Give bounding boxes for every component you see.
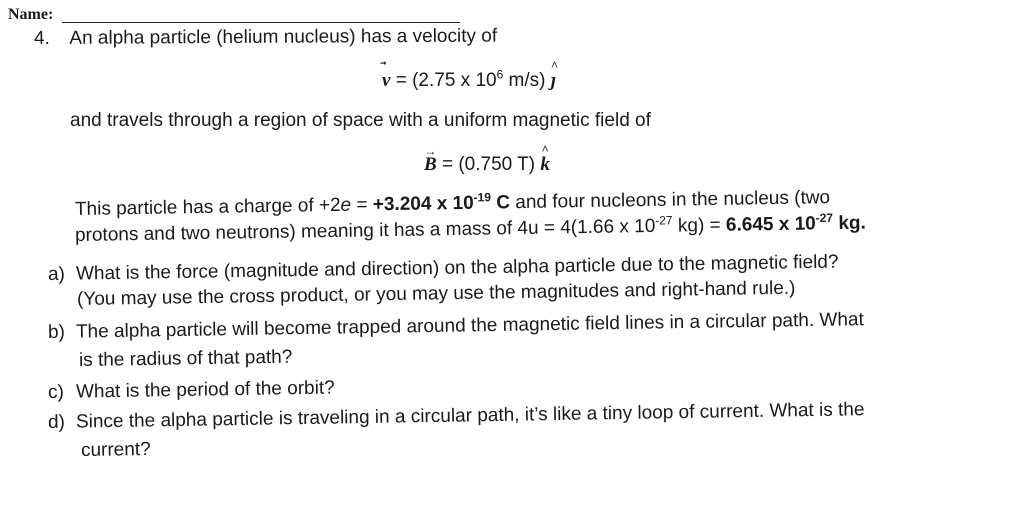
question-a-line2: (You may use the cross product, or you may use the magnitudes and right-hand rule.) xyxy=(76,277,796,310)
question-d-line2: current? xyxy=(80,438,151,461)
velocity-unit: m/s) xyxy=(503,70,551,91)
problem-intro: An alpha particle (helium nucleus) has a velocity of xyxy=(69,25,498,49)
charge-e: e xyxy=(340,194,352,216)
velocity-exponent: 6 xyxy=(496,67,504,82)
field-intro: and travels through a region of space with a uniform magnetic field of xyxy=(70,110,651,131)
velocity-symbol: v xyxy=(382,70,390,92)
problem-intro-line xyxy=(34,26,497,50)
field-arrow: → xyxy=(424,144,437,158)
field-equation xyxy=(424,142,550,176)
question-a: a) What is the force (magnitude and direction) on the alpha particle due to the magnetic field? xyxy=(47,251,839,285)
question-b-line2: is the radius of that path? xyxy=(78,346,293,371)
charge-line: This particle has a charge of +2e = +3.204 x $10^{-19}$ C and four nucleons in the nucleus (two xyxy=(74,187,831,220)
mass-value: 6.645 x $10^{-27}$ kg. xyxy=(725,210,866,236)
field-symbol: → B xyxy=(424,144,437,175)
question-b: b) The alpha particle will become trapped around the magnetic field lines in a circular path. What xyxy=(47,309,864,343)
unit-vector-k: ^ k xyxy=(540,142,550,175)
velocity-arrow xyxy=(382,61,390,73)
name-label: Name: xyxy=(8,6,54,23)
name-underline xyxy=(62,22,460,23)
velocity-eq: = (2.75 x 10 xyxy=(390,70,497,91)
velocity-equation xyxy=(382,58,559,92)
charge-value: +3.204 x $10^{-19}$ C xyxy=(372,190,511,216)
field-eq: = (0.750 T) xyxy=(436,154,541,175)
question-d: d) Since the alpha particle is traveling in a circular path, it’s like a tiny loop of current. What is the xyxy=(47,399,865,433)
mass-line: protons and two neutrons) meaning it has a mass of 4u = 4(1.66 x $10^{-27}$ kg) = 6.645 x $10^{-27}$ kg. xyxy=(74,210,866,246)
problem-number: 4. xyxy=(33,27,50,49)
question-c: c) What is the period of the orbit? xyxy=(47,377,335,403)
unit-vector-j: ^ ȷ xyxy=(550,58,559,91)
